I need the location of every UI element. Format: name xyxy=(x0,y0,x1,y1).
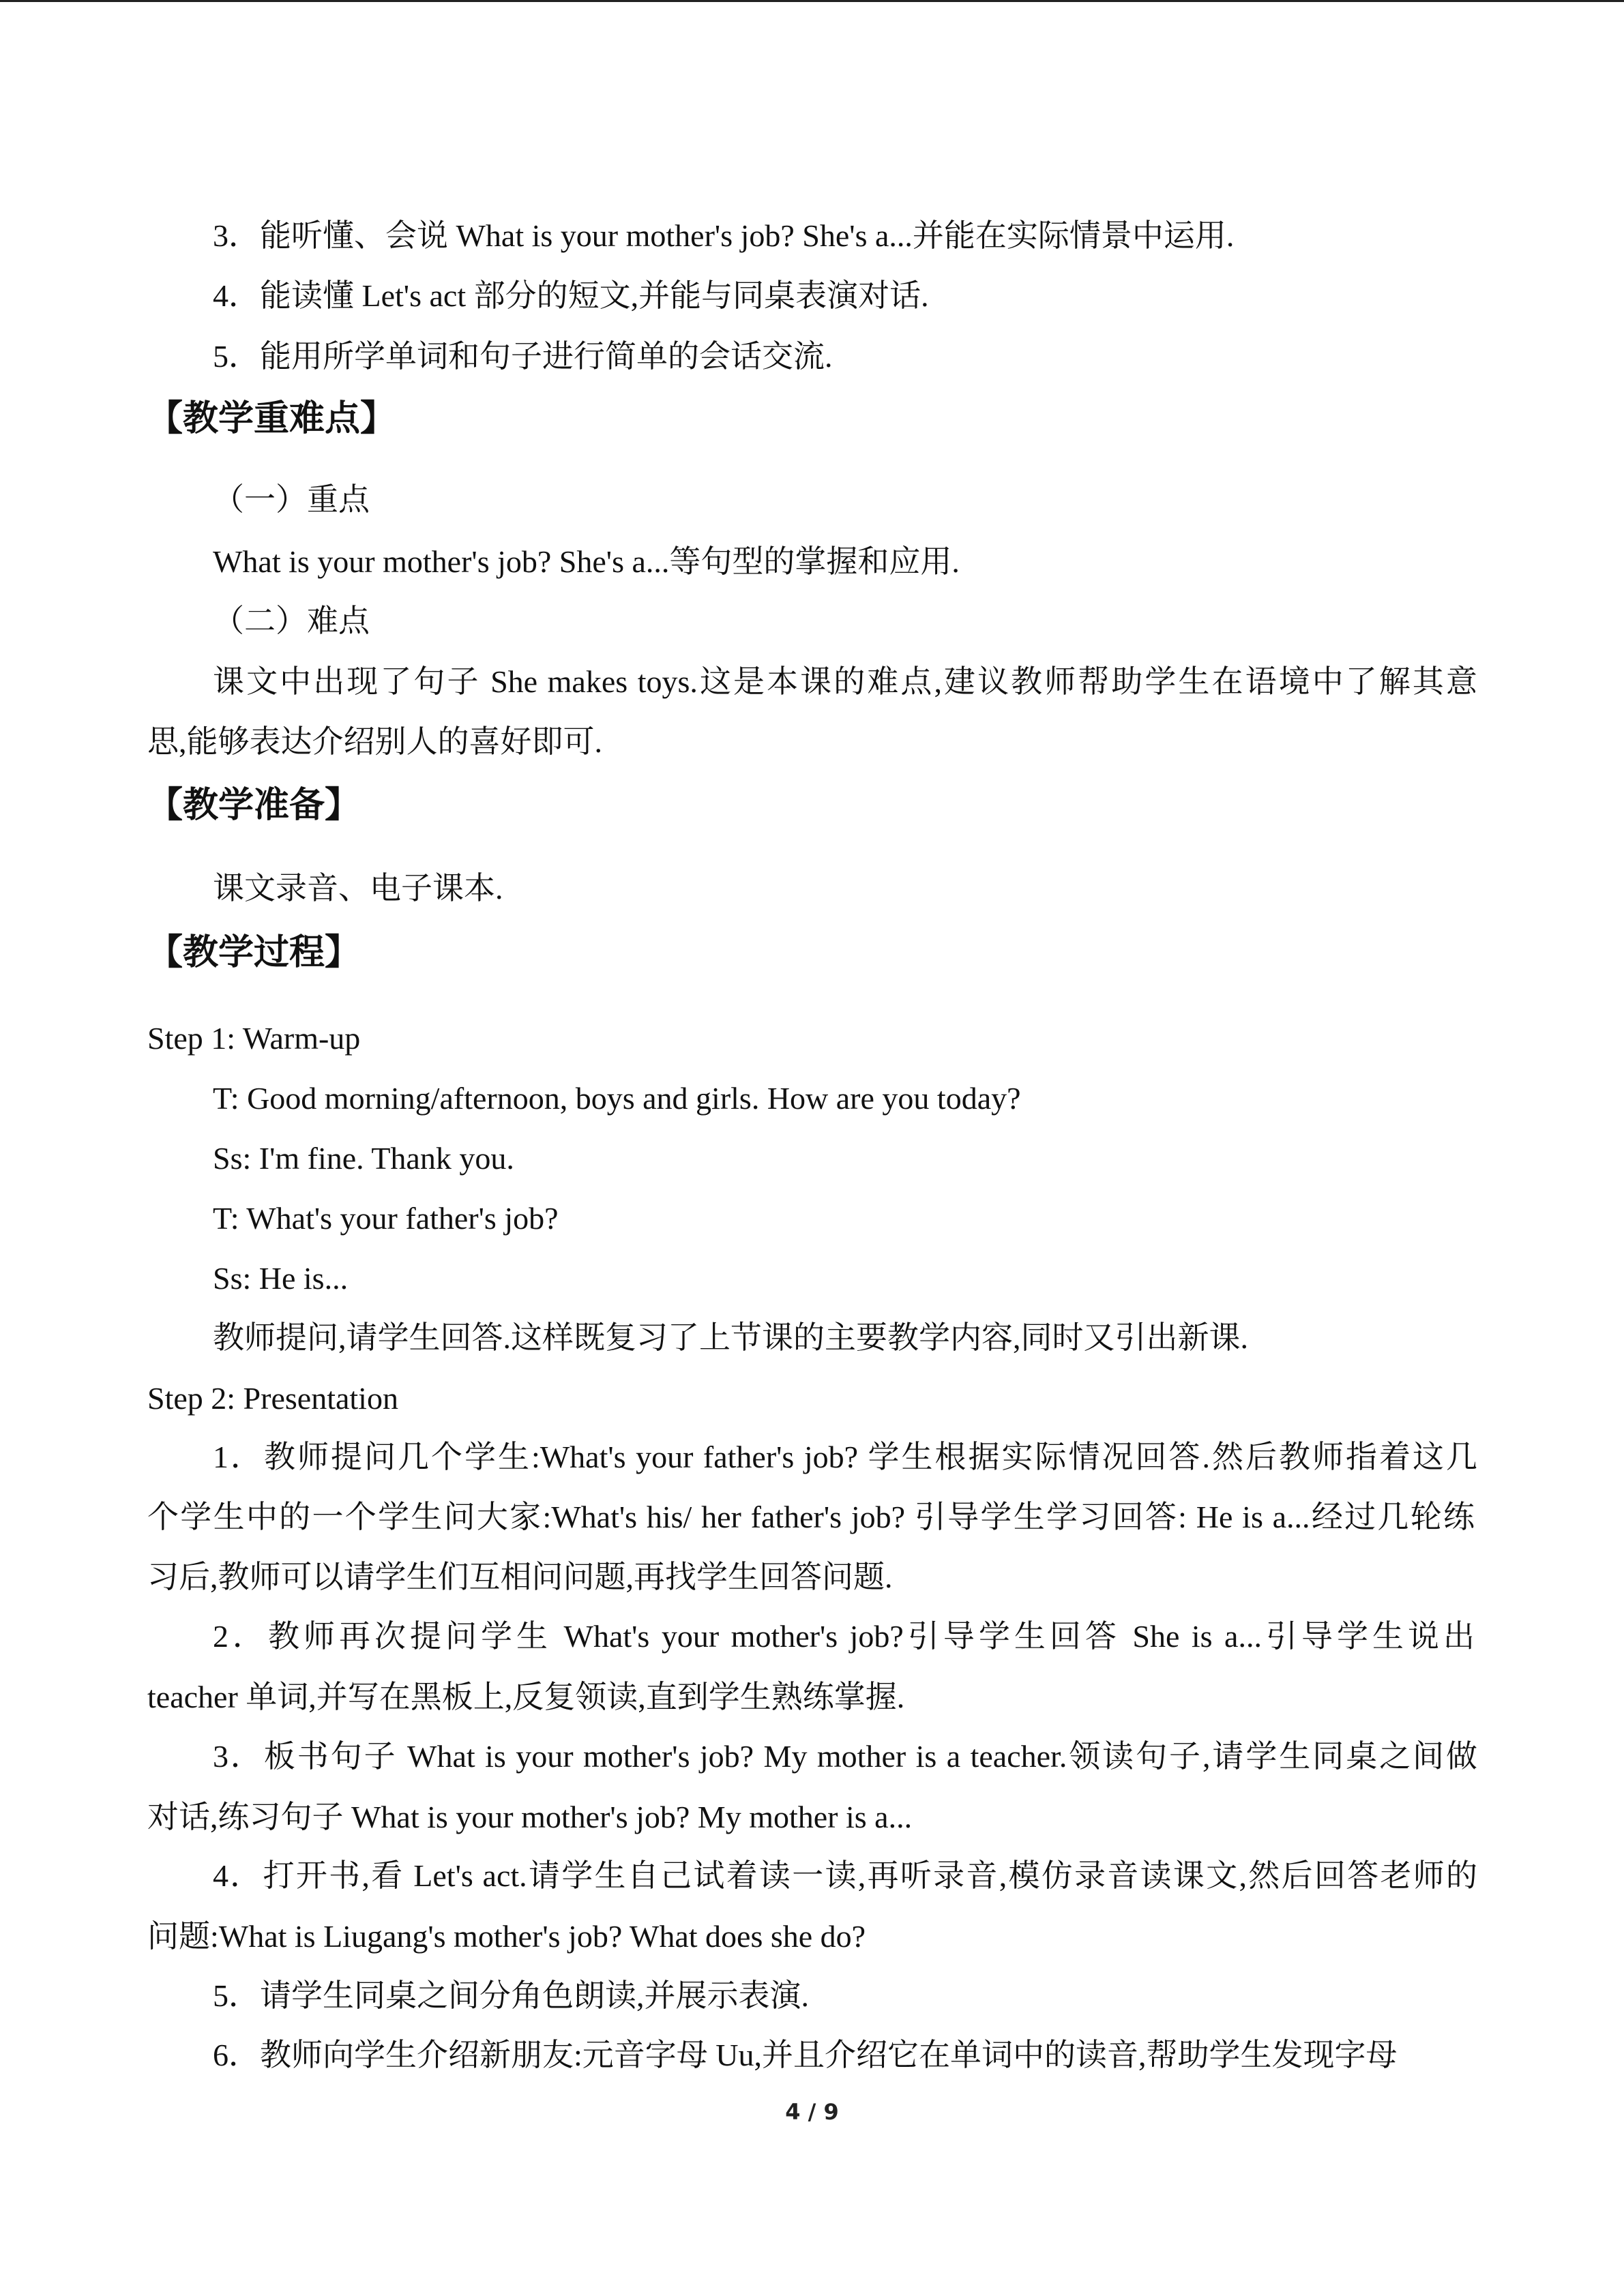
difficulty-label: （二）难点 xyxy=(213,603,370,638)
step1-title: Step 1: Warm-up xyxy=(147,1021,361,1056)
step2-title: Step 2: Presentation xyxy=(147,1381,398,1416)
difficulty-text-line1: 课文中出现了句子 She makes toys.这是本课的难点,建议教师帮助学生在语境中了解其意 xyxy=(213,664,1477,699)
preparation-text: 课文录音、电子课本. xyxy=(213,871,503,906)
step1-line: Ss: He is... xyxy=(213,1261,349,1296)
step1-line: T: What's your father's job? xyxy=(213,1201,559,1236)
objective-4: 4．能读懂 Let's act 部分的短文,并能与同桌表演对话. xyxy=(213,278,929,313)
step2-item1-line3: 习后,教师可以请学生们互相问问题,再找学生回答问题. xyxy=(147,1560,893,1594)
section-heading-process: 【教学过程】 xyxy=(147,932,361,973)
step2-item4-line2: 问题:What is Liugang's mother's job? What does she do? xyxy=(147,1919,866,1954)
objective-5: 5．能用所学单词和句子进行简单的会话交流. xyxy=(213,339,833,374)
step2-item3-line1: 3．板书句子 What is your mother's job? My mother is a teacher.领读句子,请学生同桌之间做 xyxy=(213,1739,1477,1774)
step2-item5: 5．请学生同桌之间分角色朗读,并展示表演. xyxy=(213,1978,809,2013)
step2-item2-line2: teacher 单词,并写在黑板上,反复领读,直到学生熟练掌握. xyxy=(147,1680,905,1714)
section-heading-preparation: 【教学准备】 xyxy=(147,785,361,826)
step1-line: T: Good morning/afternoon, boys and girls. How are you today? xyxy=(213,1081,1021,1116)
key-point-text: What is your mother's job? She's a...等句型的掌握和应用. xyxy=(213,544,960,579)
step2-item6-line1: 6．教师向学生介绍新朋友:元音字母 Uu,并且介绍它在单词中的读音,帮助学生发现字母 xyxy=(213,2038,1398,2072)
step2-item1-line1: 1．教师提问几个学生:What's your father's job? 学生根据实际情况回答.然后教师指着这几 xyxy=(213,1440,1477,1474)
step1-line: 教师提问,请学生回答.这样既复习了上节课的主要教学内容,同时又引出新课. xyxy=(213,1320,1248,1355)
page-top-border xyxy=(0,0,1624,2)
step2-item4-line1: 4．打开书,看 Let's act.请学生自己试着读一读,再听录音,模仿录音读课文,然后回答老师的 xyxy=(213,1858,1477,1893)
objective-3: 3．能听懂、会说 What is your mother's job? She's a...并能在实际情景中运用. xyxy=(213,218,1235,253)
step2-item1-line2: 个学生中的一个学生问大家:What's his/ her father's job? 引导学生学习回答: He is a...经过几轮练 xyxy=(147,1500,1475,1534)
key-point-label: （一）重点 xyxy=(213,482,370,517)
step2-item3-line2: 对话,练习句子 What is your mother's job? My mother is a... xyxy=(147,1800,913,1834)
step1-line: Ss: I'm fine. Thank you. xyxy=(213,1141,514,1176)
step2-item2-line1: 2．教师再次提问学生 What's your mother's job?引导学生回答 She is a...引导学生说出 xyxy=(213,1619,1475,1654)
page-number: 4 / 9 xyxy=(785,2099,839,2125)
difficulty-text-line2: 思,能够表达介绍别人的喜好即可. xyxy=(147,724,602,759)
section-heading-key-points: 【教学重难点】 xyxy=(147,398,396,439)
